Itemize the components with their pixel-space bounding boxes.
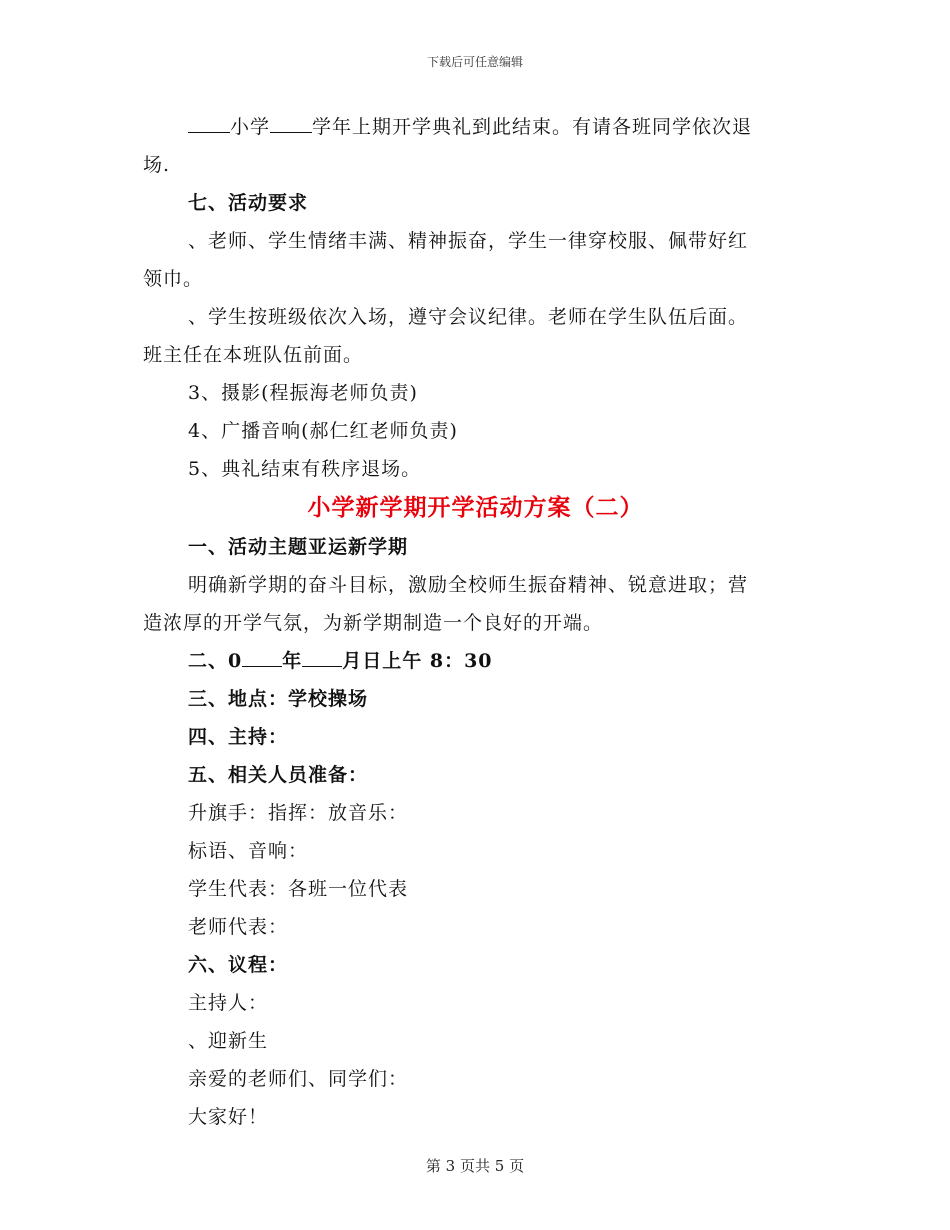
requirement-2: 、学生按班级依次入场，遵守会议纪律。老师在学生队伍后面。 <box>188 306 749 328</box>
goal-paragraph: 明确新学期的奋斗目标，激励全校师生振奋精神、锐意进取；营 <box>188 574 749 596</box>
section-title: 小学新学期开学活动方案（二） <box>307 494 644 521</box>
prep-item: 学生代表：各班一位代表 <box>188 878 409 900</box>
heading-theme: 一、活动主题亚运新学期 <box>188 536 409 558</box>
prep-item: 升旗手：指挥：放音乐： <box>188 802 409 824</box>
heading-location: 三、地点：学校操场 <box>188 688 369 710</box>
agenda-item: 主持人： <box>188 992 269 1014</box>
closing-line-cont: 场. <box>143 154 171 176</box>
requirement-1: 、老师、学生情绪丰满、精神振奋，学生一律穿校服、佩带好红 <box>188 230 749 252</box>
closing-text-a: 小学 <box>230 116 271 138</box>
requirement-1-cont: 领巾。 <box>143 268 204 290</box>
requirement-4: 4、广播音响(郝仁红老师负责) <box>188 420 458 442</box>
blank-line <box>242 665 282 667</box>
date-text-c: 月日上午 8：30 <box>342 650 493 672</box>
goal-paragraph-cont: 造浓厚的开学气氛，为新学期制造一个良好的开端。 <box>143 612 604 634</box>
heading-agenda: 六、议程： <box>188 954 289 976</box>
page-header: 下载后可任意编辑 <box>426 55 523 69</box>
date-text-b: 年 <box>282 650 303 672</box>
agenda-item: 亲爱的老师们、同学们： <box>188 1068 409 1090</box>
requirement-2-cont: 班主任在本班队伍前面。 <box>143 344 364 366</box>
agenda-item: 大家好！ <box>188 1106 269 1128</box>
blank-line <box>270 131 312 133</box>
requirement-3: 3、摄影(程振海老师负责) <box>188 382 418 404</box>
heading-requirements: 七、活动要求 <box>188 192 309 214</box>
heading-preparation: 五、相关人员准备： <box>188 764 369 786</box>
page-footer: 第 3 页共 5 页 <box>425 1157 525 1175</box>
document-body <box>143 108 808 1136</box>
agenda-item: 、迎新生 <box>188 1030 269 1052</box>
closing-line <box>143 108 808 146</box>
heading-host: 四、主持： <box>188 726 289 748</box>
closing-text-b: 学年上期开学典礼到此结束。有请各班同学依次退 <box>312 116 753 138</box>
requirement-5: 5、典礼结束有秩序退场。 <box>188 458 422 480</box>
date-text-a: 二、0 <box>188 650 243 672</box>
blank-line <box>188 131 230 133</box>
blank-line <box>302 665 342 667</box>
prep-item: 老师代表： <box>188 916 289 938</box>
heading-date <box>143 642 808 680</box>
prep-item: 标语、音响： <box>188 840 309 862</box>
